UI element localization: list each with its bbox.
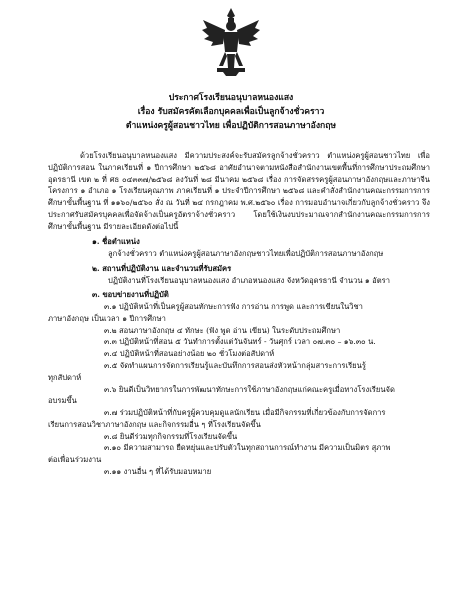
list-item: ๓.๑๑ งานอื่น ๆ ที่ได้รับมอบหมาย	[104, 466, 212, 476]
list-item: ๓.๒ สอนภาษาอังกฤษ ๔ ทักษะ (ฟัง พูด อ่าน เขียน) ในระดับประถมศึกษา	[104, 325, 341, 335]
list-item: ๓.๘ ยินดีร่วมทุกกิจกรรมที่โรงเรียนจัดขึ้น	[104, 431, 238, 441]
list-item-continuation: ทุกสัปดาห์	[48, 372, 82, 382]
section-3-list	[48, 301, 430, 477]
list-item: ๓.๔ ปฏิบัติหน้าที่สอนอย่างน้อย ๒๐ ชั่วโมงต่อสัปดาห์	[104, 349, 275, 359]
intro-paragraph: ด้วยโรงเรียนอนุบาลหนองแสง มีความประสงค์จะรับสมัครลูกจ้างชั่วคราว ตำแหน่งครูผู้สอนชาวไทย เพื่อปฏิบัติการสอน ในภาคเรียนที่ ๑ ปีการศึกษา ๒๕๖๘ อาศัยอำนาจตามหนังสือสำนักงานเขตพื้นที่การศึกษาประถมศึกษาอุดรธานี เขต ๒ ที่ ศธ ๐๔๓๓๗/๒๕๖๘ ลงวันที่ ๒๘ มีนาคม ๒๕๖๘ เรื่อง การจัดสรรครูผู้สอนภาษาอังกฤษและภาษาจีน โครงการ ๑ อำเภอ ๑ โรงเรียนคุณภาพ ภาคเรียนที่ ๑ ประจำปีการศึกษา ๒๕๖๘ และคำสั่งสำนักงานคณะกรรมการการศึกษาขั้นพื้นฐาน ที่ ๑๑๖๐/๒๕๖๐ สั่ง ณ วันที่ ๒๔ กรกฎาคม พ.ศ.๒๕๖๐ เรื่อง การมอบอำนาจเกี่ยวกับลูกจ้างชั่วคราว จึงประกาศรับสมัครบุคคลเพื่อจัดจ้างเป็นครูอัตราจ้างชั่วคราว โดยใช้เงินงบประมาณจากสำนักงานคณะกรรมการการศึกษาขั้นพื้นฐาน มีรายละเอียดดังต่อไปนี้	[48, 151, 430, 231]
list-item: ๓.๕ จัดทำแผนการจัดการเรียนรู้และบันทึกการสอนส่งหัวหน้ากลุ่มสาระการเรียนรู้	[104, 361, 366, 371]
header-line-2: เรื่อง รับสมัครคัดเลือกบุคคลเพื่อเป็นลูกจ้างชั่วคราว	[137, 106, 325, 117]
announcement-header	[0, 92, 462, 133]
section-2-text: ปฏิบัติงานที่โรงเรียนอนุบาลหนองแสง อำเภอหนองแสง จังหวัดอุดรธานี จำนวน ๑ อัตรา	[108, 275, 391, 285]
list-item-continuation: เรียนการสอนวิชาภาษาอังกฤษ และกิจกรรมอื่น ๆ ที่โรงเรียนจัดขึ้น	[48, 419, 261, 429]
list-item-continuation: อบรมขึ้น	[48, 396, 77, 406]
list-item: ๓.๓ ปฏิบัติหน้าที่สอน ๕ วันทำการตั้งแต่วันจันทร์ - วันศุกร์ เวลา ๐๗.๓๐ – ๑๖.๓๐ น.	[104, 337, 376, 347]
list-item: ๓.๖ ยินดีเป็นวิทยากรในการพัฒนาทักษะการใช้ภาษาอังกฤษแก่คณะครูเมื่อทางโรงเรียนจัด	[104, 384, 395, 394]
section-3-title: ๓. ขอบข่ายงานที่ปฏิบัติ	[92, 290, 169, 300]
list-item-continuation: ภาษาอังกฤษ เป็นเวลา ๑ ปีการศึกษา	[48, 313, 166, 323]
header-line-1: ประกาศโรงเรียนอนุบาลหนองแสง	[168, 93, 294, 103]
list-item: ๓.๗ ร่วมปฏิบัติหน้าที่กับครูผู้ควบคุมดูแลนักเรียน เมื่อมีกิจกรรมที่เกี่ยวข้องกับการจัดการ	[104, 408, 386, 418]
garuda-emblem	[201, 6, 261, 78]
section-2-title: ๒. สถานที่ปฏิบัติงาน และจำนวนที่รับสมัคร	[92, 263, 232, 273]
header-line-3: ตำแหน่งครูผู้สอนชาวไทย เพื่อปฏิบัติการสอนภาษาอังกฤษ	[125, 120, 337, 131]
list-item: ๓.๑๐ มีความสามารถ ยืดหยุ่นและปรับตัวในทุกสถานการณ์ทำงาน มีความเป็นมิตร สุภาพ	[104, 443, 391, 453]
announcement-body	[48, 150, 430, 478]
section-1-title: ๑. ชื่อตำแหน่ง	[92, 237, 140, 247]
list-item-continuation: ต่อเพื่อนร่วมงาน	[48, 455, 102, 465]
list-item: ๓.๑ ปฏิบัติหน้าที่เป็นครูผู้สอนทักษะการฟัง การอ่าน การพูด และการเขียนในวิชา	[104, 302, 363, 312]
section-1-text: ลูกจ้างชั่วคราว ตำแหน่งครูผู้สอนภาษาอังกฤษชาวไทยเพื่อปฏิบัติการสอนภาษาอังกฤษ	[108, 249, 384, 259]
